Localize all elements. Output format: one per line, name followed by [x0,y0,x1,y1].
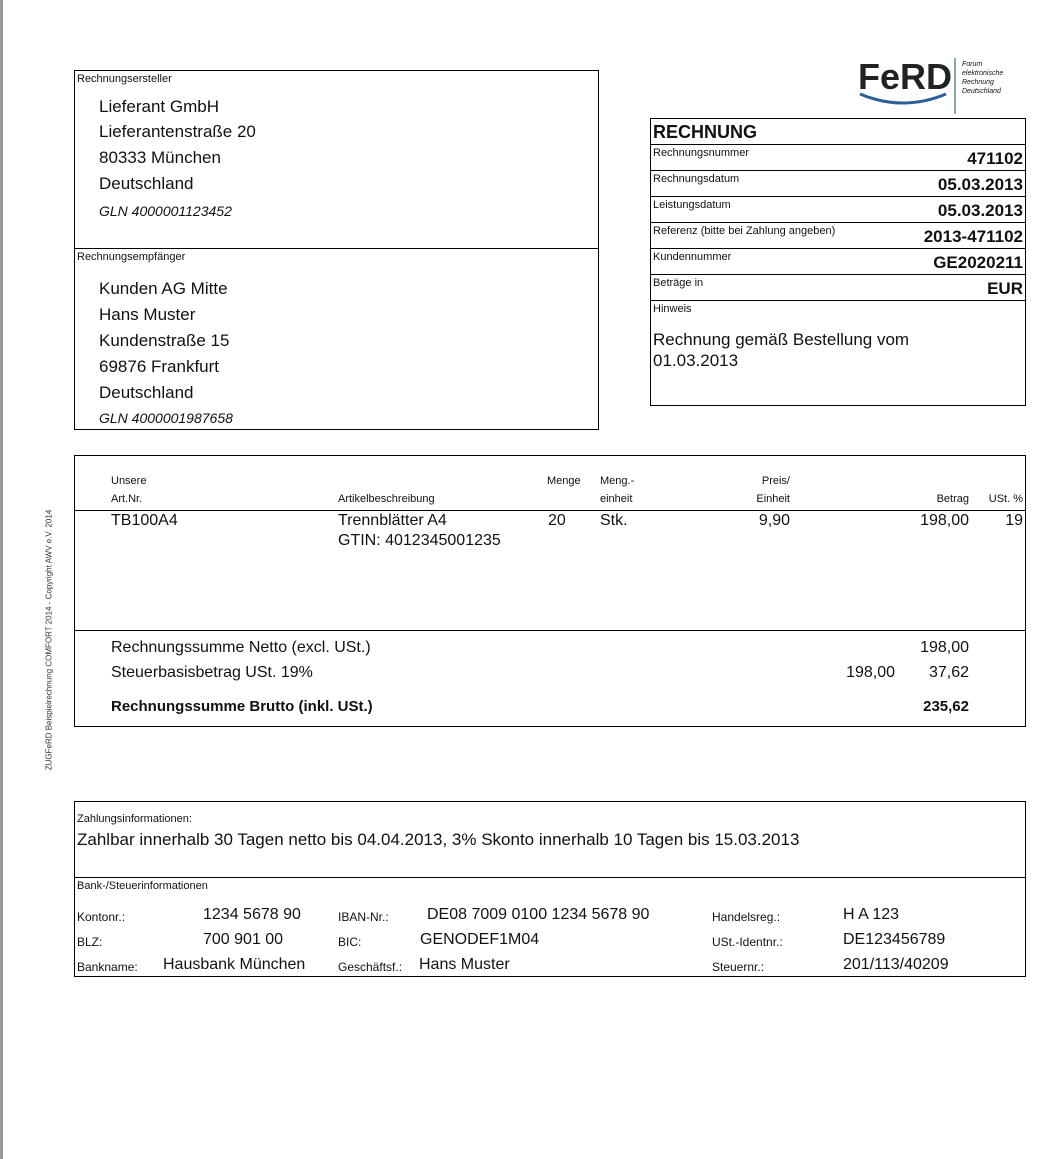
cell-vat: 19 [1005,512,1023,529]
seller-line: Lieferant GmbH [99,97,219,116]
cell-amount: 198,00 [920,512,969,529]
row-label: Rechnungsnummer [653,147,749,159]
row-label: Rechnungsdatum [653,173,740,185]
field-label: Handelsreg.: [712,910,781,924]
cell-unit: Stk. [600,512,628,529]
field-label: Geschäftsf.: [338,960,403,974]
buyer-gln: GLN 4000001987658 [99,410,233,426]
field-label: Bankname: [77,960,138,974]
logo-text: FeRD [858,56,953,97]
row-value: 2013-471102 [923,227,1023,246]
header-price: Preis/ [761,475,790,487]
header-qty: Menge [547,475,581,487]
logo-swoosh-icon [858,90,948,106]
net-label: Rechnungssumme Netto (excl. USt.) [111,639,371,656]
side-note: ZUGFeRD Beispielrechnung COMFORT 2014 - Copyright AWV e.V. 2014 [44,509,54,771]
page-edge [0,0,3,1159]
seller-gln: GLN 4000001123452 [99,203,232,219]
seller-box [74,70,599,249]
gross-label: Rechnungssumme Brutto (inkl. USt.) [111,698,373,715]
seller-label: Rechnungsersteller [77,73,172,85]
row-label: Kundennummer [653,251,732,263]
field-value: 700 901 00 [203,931,284,948]
row-value: 471102 [967,149,1023,168]
logo-sub: Rechnung [962,79,994,86]
field-value: DE123456789 [843,931,946,948]
field-label: BIC: [338,935,362,949]
header-desc: Artikelbeschreibung [338,493,435,505]
tax-label: Steuerbasisbetrag USt. 19% [111,664,313,681]
row-label: Referenz (bitte bei Zahlung angeben) [653,225,836,237]
invoice-title: RECHNUNG [653,122,758,142]
header-vat: USt. % [988,493,1023,505]
cell-desc: Trennblätter A4 [338,512,447,529]
logo-sub: elektronische [962,70,1004,77]
buyer-line: Hans Muster [99,305,196,324]
header-amount: Betrag [936,493,969,505]
row-label: Leistungsdatum [653,199,731,211]
logo-divider [954,58,956,114]
cell-art: TB100A4 [111,512,178,529]
row-label: Beträge in [653,277,704,289]
tax-base: 198,00 [846,664,895,681]
field-label: Steuernr.: [712,960,765,974]
field-label: Kontonr.: [77,910,126,924]
field-value: Hausbank München [163,956,306,973]
field-value: Hans Muster [419,956,510,973]
invoice-note: Rechnung gemäß Bestellung vom 01.03.2013 [653,330,910,370]
row-value: 05.03.2013 [937,201,1023,220]
header-art: Art.Nr. [111,493,143,505]
field-value: H A 123 [843,906,900,923]
row-value: GE2020211 [933,253,1023,272]
logo-sub: Forum [962,61,983,68]
seller-line: Lieferantenstraße 20 [99,122,256,141]
field-value: 1234 5678 90 [203,906,301,923]
cell-qty: 20 [548,512,566,529]
buyer-label: Rechnungsempfänger [77,251,186,263]
field-label: BLZ: [77,935,103,949]
payment-label: Zahlungsinformationen: [77,813,192,825]
note-label: Hinweis [653,303,692,315]
tax-value: 37,62 [928,664,969,681]
gross-value: 235,62 [923,698,969,715]
seller-line: 80333 München [99,148,221,167]
items-table [74,455,1026,727]
row-value: EUR [987,279,1023,298]
row-value: 05.03.2013 [937,175,1023,194]
ferd-logo [858,56,1018,116]
field-label: USt.-Identnr.: [712,935,783,949]
buyer-line: Deutschland [99,383,194,402]
buyer-line: Kunden AG Mitte [99,279,228,298]
payment-box [74,801,1026,977]
header-price: Einheit [756,493,790,505]
net-value: 198,00 [920,639,969,656]
header-art: Unsere [111,475,147,487]
cell-price: 9,90 [758,512,790,529]
buyer-line: Kundenstraße 15 [99,331,230,350]
field-value: DE08 7009 0100 1234 5678 90 [427,906,650,923]
field-label: IBAN-Nr.: [338,910,389,924]
logo-sub: Deutschland [962,88,1001,95]
buyer-box [74,248,599,430]
header-unit: Meng.- [600,475,635,487]
buyer-line: 69876 Frankfurt [99,357,220,376]
field-value: GENODEF1M04 [420,931,540,948]
invoice-box [650,118,1026,406]
cell-gtin: GTIN: 4012345001235 [338,532,501,549]
payment-terms: Zahlbar innerhalb 30 Tagen netto bis 04.04.2013, 3% Skonto innerhalb 10 Tagen bis 15.03.2013 [77,830,800,849]
bank-label: Bank-/Steuerinformationen [77,880,208,892]
seller-line: Deutschland [99,174,194,193]
field-value: 201/113/40209 [843,956,949,973]
header-unit: einheit [600,493,633,505]
